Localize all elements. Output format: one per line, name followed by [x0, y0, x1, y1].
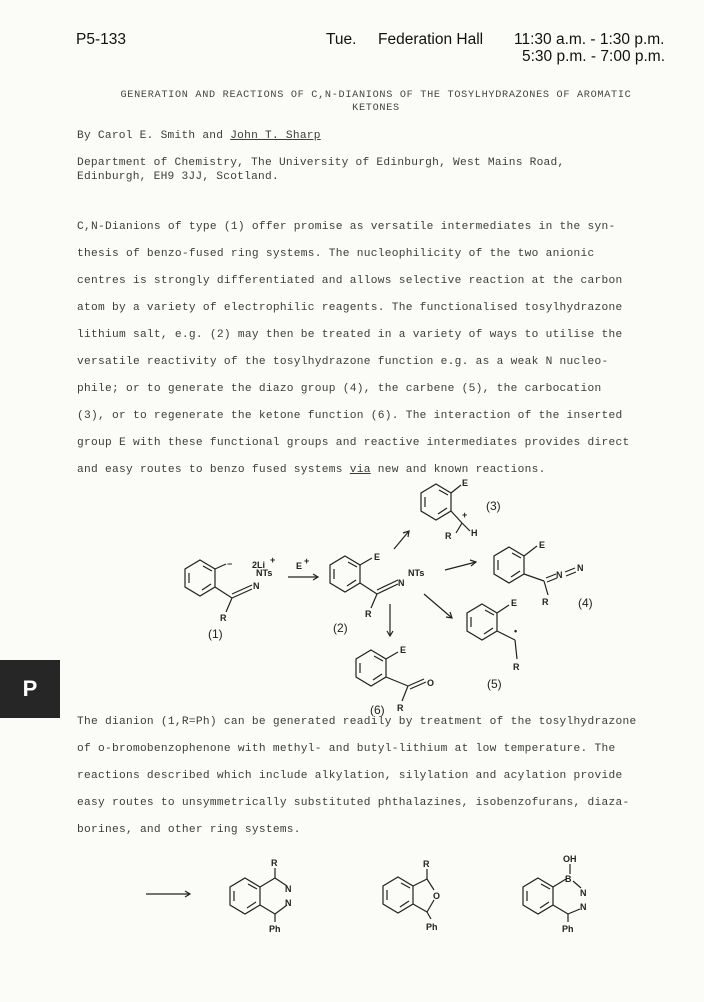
atom-n: N [580, 902, 587, 912]
para1-text-end: new and known reactions. [370, 464, 546, 476]
para2-line: borines, and other ring systems. [77, 824, 301, 836]
charge-plus: + [462, 510, 468, 520]
atom-r: R [423, 859, 430, 869]
session-code: P5-133 [76, 31, 126, 48]
arrow [394, 531, 409, 549]
atom-n: N [285, 884, 292, 894]
phthalazine [230, 858, 292, 934]
label-4: (4) [578, 596, 593, 610]
para1-via: via [349, 464, 371, 476]
affiliation-line-2: Edinburgh, EH9 3JJ, Scotland. [77, 171, 279, 183]
atom-oh: OH [563, 854, 577, 864]
para1-line: centres is strongly differentiated and allows selective reaction at the carbon [77, 275, 623, 287]
carbene-dot: • [514, 626, 518, 636]
atom-n: N [556, 570, 563, 580]
reagent-li-plus: + [270, 555, 276, 565]
para1-line: group E with these functional groups and reactive intermediates provides direct [77, 437, 630, 449]
isobenzofuran [383, 859, 440, 932]
atom-nts: NTs [408, 568, 425, 578]
affiliation-line-1: Department of Chemistry, The University of Edinburgh, West Mains Road, [77, 157, 565, 169]
session-venue: Federation Hall [378, 31, 484, 48]
atom-n: N [398, 578, 405, 588]
atom-r: R [271, 858, 278, 868]
atom-n: N [580, 888, 587, 898]
para2-line: easy routes to unsymmetrically substituted phthalazines, isobenzofurans, diaza- [77, 797, 630, 809]
para1-line: atom by a variety of electrophilic reagents. The functionalised tosylhydrazone [77, 302, 623, 314]
atom-r: R [513, 662, 520, 672]
compound-1 [185, 555, 275, 641]
reagent-li: 2Li [252, 560, 266, 570]
session-time-2: 5:30 p.m. - 7:00 p.m. [522, 48, 666, 65]
para1-line: lithium salt, e.g. (2) may then be treated in a variety of ways to utilise the [77, 329, 623, 341]
atom-ph: Ph [426, 922, 438, 932]
session-day: Tue. [326, 31, 357, 48]
arrow [424, 594, 452, 618]
label-5: (5) [487, 677, 502, 691]
para1-line: thesis of benzo-fused ring systems. The nucleophilicity of the two anionic [77, 248, 595, 260]
section-tab: P [0, 660, 60, 718]
compound-6 [356, 645, 434, 716]
reaction-scheme [0, 476, 704, 716]
atom-n: N [253, 581, 260, 591]
atom-r: R [445, 531, 452, 541]
authors-text: By Carol E. Smith and [77, 130, 231, 142]
compound-3 [421, 478, 501, 541]
atom-h: H [471, 528, 478, 538]
atom-ph: Ph [562, 924, 574, 934]
para1-line: phile; or to generate the diazo group (4), the carbene (5), the carbocation [77, 383, 602, 395]
atom-e: E [511, 598, 518, 608]
para1-line: (3), or to regenerate the ketone function (6). The interaction of the inserted [77, 410, 623, 422]
label-1: (1) [208, 627, 223, 641]
compound-4 [494, 540, 593, 610]
atom-b: B [565, 874, 572, 884]
atom-o: O [427, 678, 435, 688]
para1-line-last [77, 464, 546, 476]
atom-r: R [365, 609, 372, 619]
products-scheme [0, 846, 704, 956]
atom-r: R [542, 597, 549, 607]
para1-line: versatile reactivity of the tosylhydrazone function e.g. as a weak N nucleo- [77, 356, 609, 368]
paper-title-line-1: GENERATION AND REACTIONS OF C,N-DIANIONS OF THE TOSYLHYDRAZONES OF AROMATIC [120, 90, 632, 101]
label-6: (6) [370, 703, 385, 716]
session-time-1: 11:30 a.m. - 1:30 p.m. [514, 31, 665, 48]
atom-r: R [220, 613, 227, 623]
atom-nts: NTs [256, 568, 273, 578]
atom-r: R [397, 703, 404, 713]
atom-e: E [462, 478, 469, 488]
atom-o: O [433, 891, 441, 901]
atom-e: E [374, 552, 381, 562]
para1-text: and easy routes to benzo fused systems [77, 464, 350, 476]
atom-e: E [539, 540, 546, 550]
atom-n: N [577, 563, 584, 573]
presenting-author: John T. Sharp [230, 130, 321, 142]
reagent-e-plus: + [304, 556, 310, 566]
para2-line: The dianion (1,R=Ph) can be generated readily by treatment of the tosylhydrazone [77, 716, 637, 728]
atom-ph: Ph [269, 924, 281, 934]
compound-2 [330, 552, 424, 635]
para2-line: reactions described which include alkylation, silylation and acylation provide [77, 770, 623, 782]
label-2: (2) [333, 621, 348, 635]
paper-title-line-2: KETONES [352, 103, 400, 114]
compound-5 [467, 598, 520, 691]
label-3: (3) [486, 499, 501, 513]
para1-line: C,N-Dianions of type (1) offer promise as versatile intermediates in the syn- [77, 221, 616, 233]
diazaborine [523, 854, 587, 934]
para2-line: of o-bromobenzophenone with methyl- and butyl-lithium at low temperature. The [77, 743, 616, 755]
paper-authors [77, 130, 321, 142]
reagent-e: E [296, 561, 303, 571]
atom-e: E [400, 645, 407, 655]
charge-minus: − [227, 559, 233, 569]
atom-n: N [285, 898, 292, 908]
